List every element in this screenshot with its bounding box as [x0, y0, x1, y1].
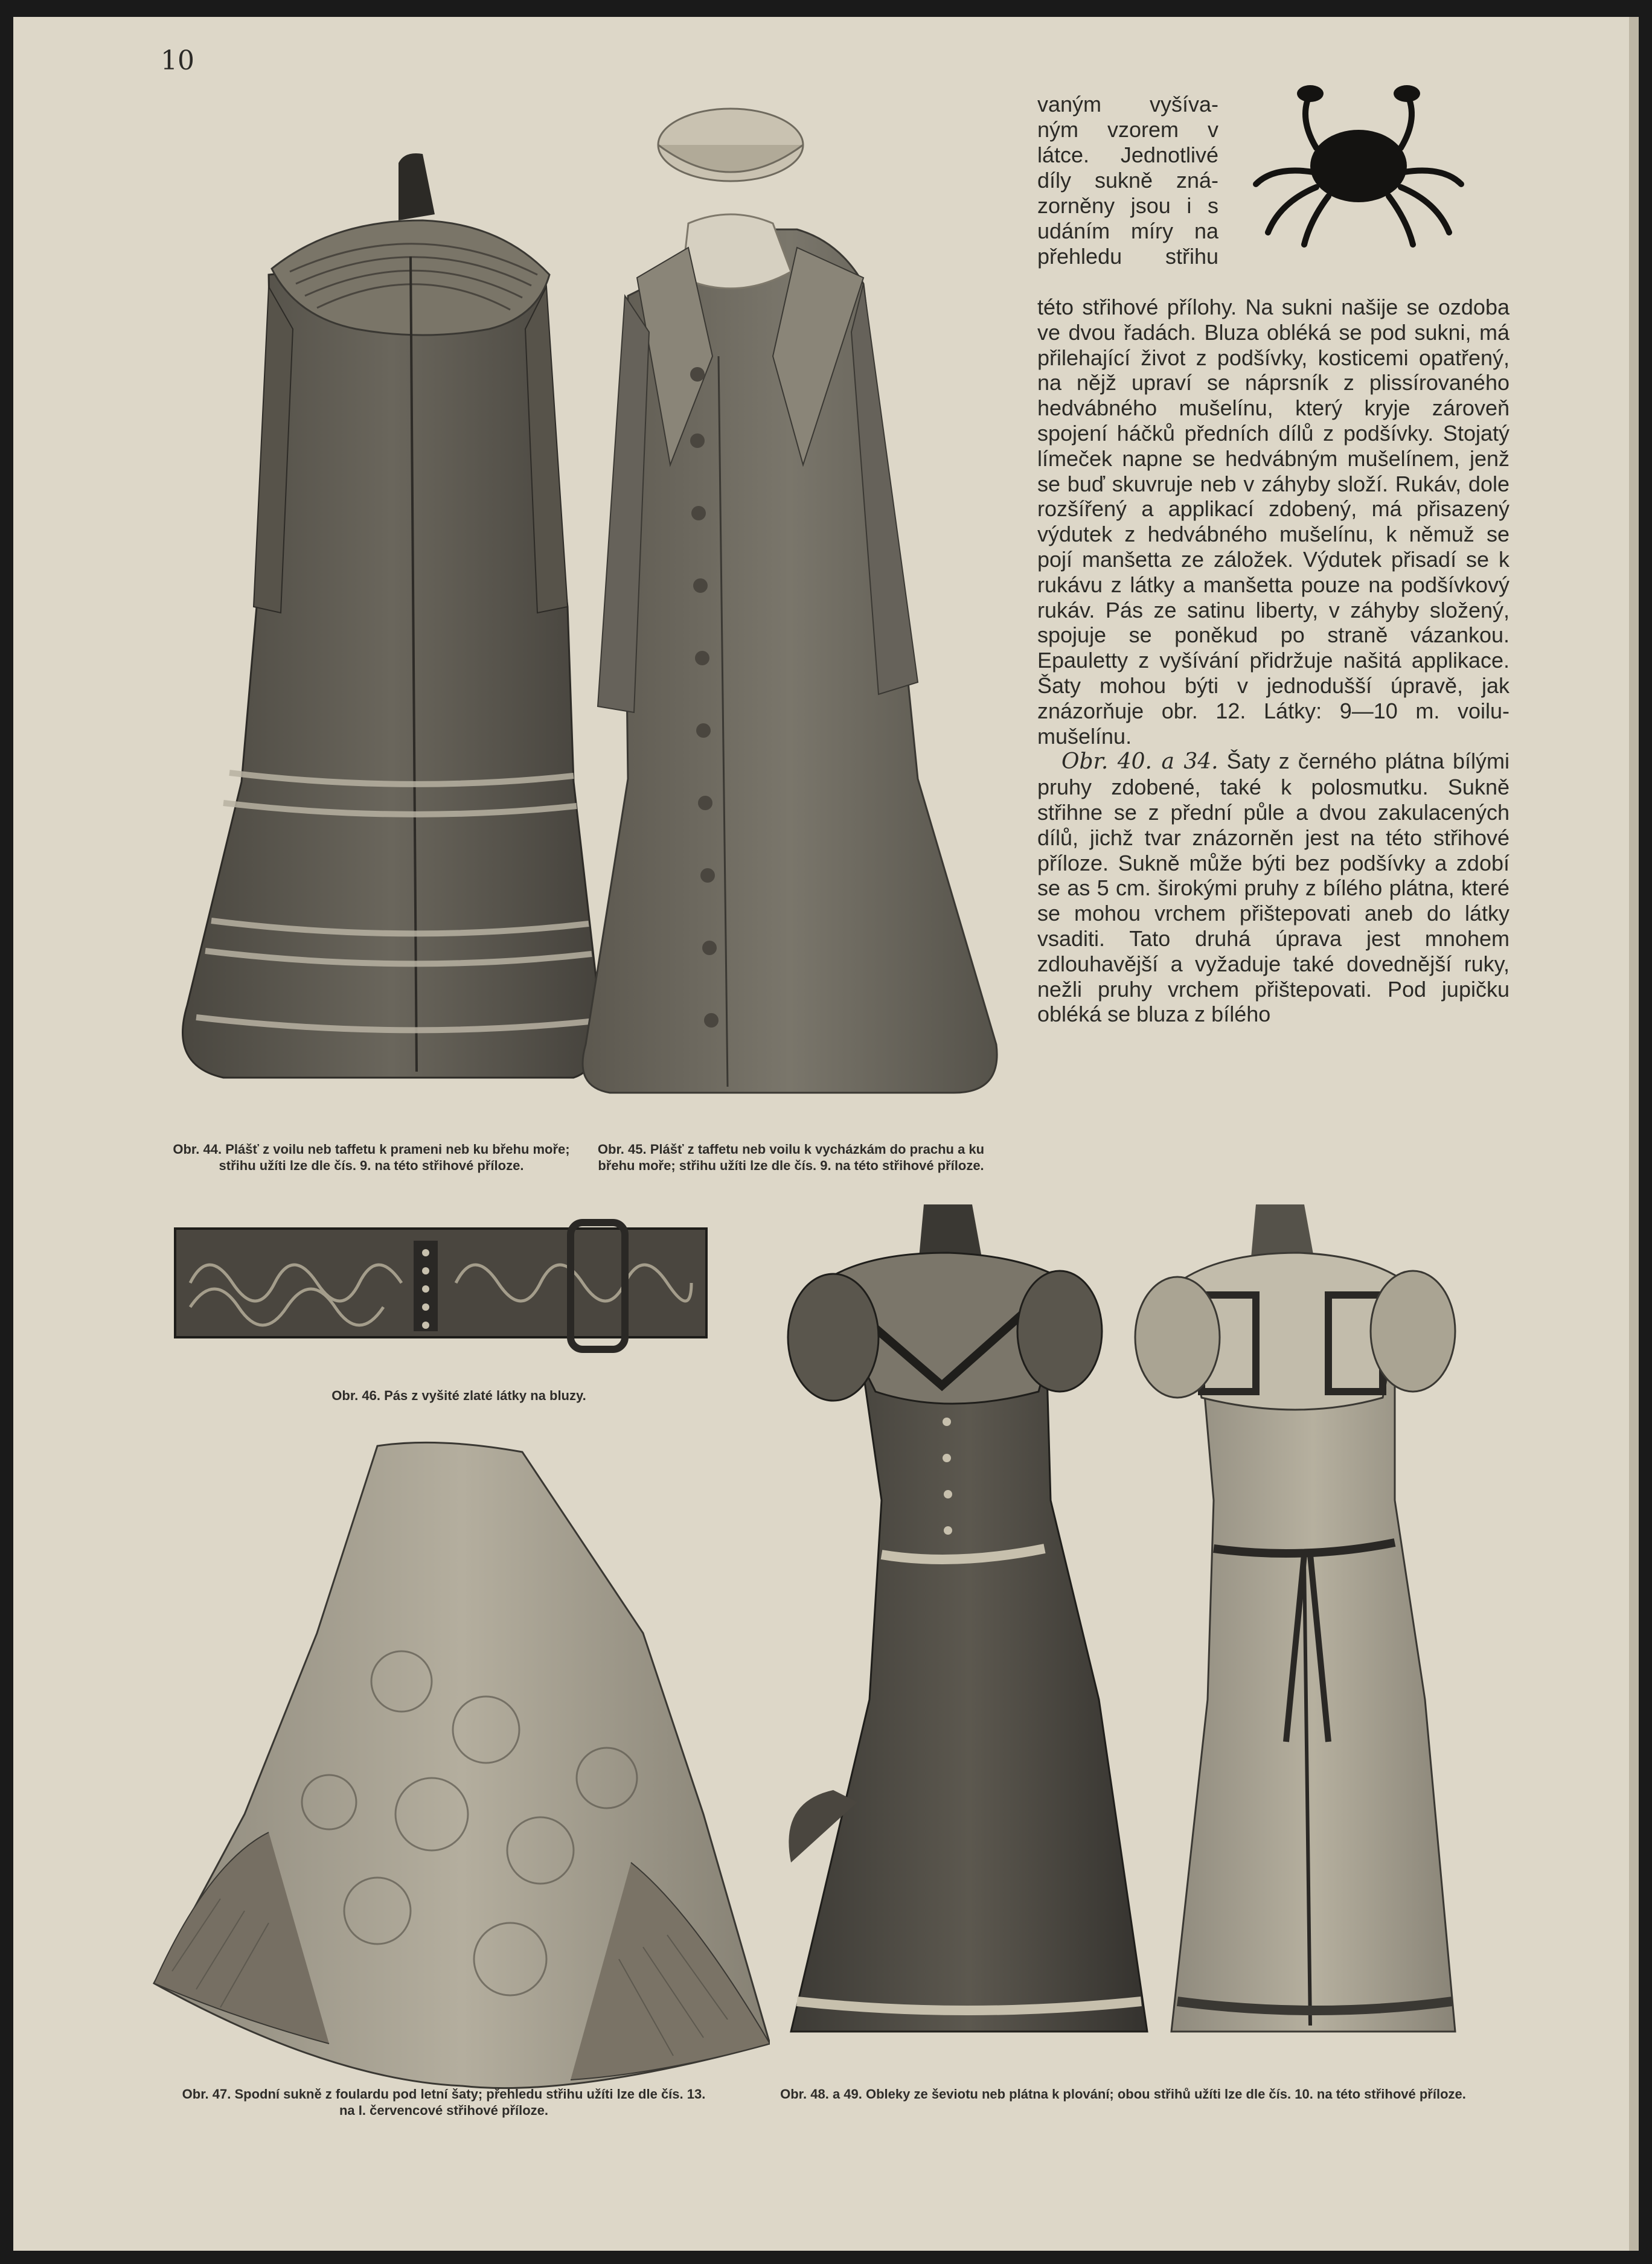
page-edge — [1629, 17, 1639, 2251]
figure-44-coat — [151, 148, 610, 1099]
crab-wrap-text — [1037, 92, 1218, 269]
page-number: 10 — [161, 45, 194, 76]
figure-48-49-swimwear — [785, 1198, 1540, 2062]
caption-fig46: Obr. 46. Pás z vyšité zlaté látky na bluzy. — [331, 1388, 586, 1403]
caption-fig45: Obr. 45. Plášť z taffetu neb voilu k vycházkám do prachu a ku břehu moře; střihu užíti lze dle čís. 9. na této střihové příloze. — [597, 1142, 985, 1173]
paragraph-1: této střihové přílohy. Na sukni našije se ozdoba ve dvou řadách. Bluza obléká se pod sukni, má přilehající život z podšívky, kosticemi opatřený, na nějž upraví se náprsník z plissírovaného hedvábného mušelínu, který kryje zároveň spojení háčků předních dílů z podšívky. Stojatý límeček napne se hedvábným mušelínem, jenž se buď skuvruje neb v záhyby složí. Rukáv, dole rozšířený a applikací zdobený, má přisazený výdutek z hedvábného mušelínu, k němuž se pojí manšetta ze záložek. Výdutek přisadí se k rukávu z látky a manšetta pouze na podšívkový rukáv. Pás ze satinu liberty, v záhyby složený, spojuje se poněkud po straně vázankou. Epauletty z vyšívání přidržuje našitá applikace. Šaty mohou býti v jednodušší úpravě, jak znázorňuje obr. 12. Látky: 9—10 m. voilu-mušelínu. — [1037, 295, 1510, 749]
text-line: zorněny jsou i s — [1037, 193, 1218, 218]
figure-46-belt — [172, 1217, 709, 1355]
caption-fig48-49: Obr. 48. a 49. Obleky ze ševiotu neb plátna k plování; obou střihů užíti lze dle čís. 10. na této střihové příloze. — [780, 2087, 1466, 2102]
caption-fig44: Obr. 44. Plášť z voilu neb taffetu k prameni neb ku břehu moře; střihu užíti lze dle čís. 9. na této střihové příloze. — [173, 1142, 570, 1173]
figure-45-coat — [580, 103, 1026, 1099]
text-line: ným vzorem v — [1037, 117, 1218, 142]
caption-fig47: Obr. 47. Spodní sukně z foulardu pod letní šaty; přehledu střihu užíti lze dle čís. 13. na I. červencové střihové příloze. — [182, 2087, 706, 2118]
text-line: udáním míry na — [1037, 219, 1218, 243]
figure-47-petticoat — [148, 1440, 770, 2098]
figure-reference: Obr. 40. a 34. — [1061, 749, 1218, 775]
paragraph-2-body: Šaty z černého plátna bílými pruhy zdobené, také k polosmutku. Sukně střihne se z přední půle a dvou zakulacených dílů, jichž tvar znázorněn jest na této střihové příloze. Sukně může býti bez podšívky a zdobí se as 5 cm. širokými pruhy z bílého plátna, které se mohou vrchem přištepovati aneb do látky vsaditi. Tato druhá úprava jest mnohem zdlouhavější a vyžaduje také dovednější ruky, nežli pruhy vrchem přištepovati. Pod jupičku obléká se bluza z bílého — [1037, 749, 1510, 1027]
text-line: vaným vyšíva- — [1037, 92, 1218, 117]
crab-ornament-icon — [1244, 82, 1473, 251]
paragraph-2 — [1037, 749, 1510, 1027]
text-line: přehledu střihu — [1037, 244, 1218, 269]
article-text — [1037, 295, 1510, 1027]
text-line: látce. Jednotlivé — [1037, 142, 1218, 167]
text-line: díly sukně zná- — [1037, 168, 1218, 193]
